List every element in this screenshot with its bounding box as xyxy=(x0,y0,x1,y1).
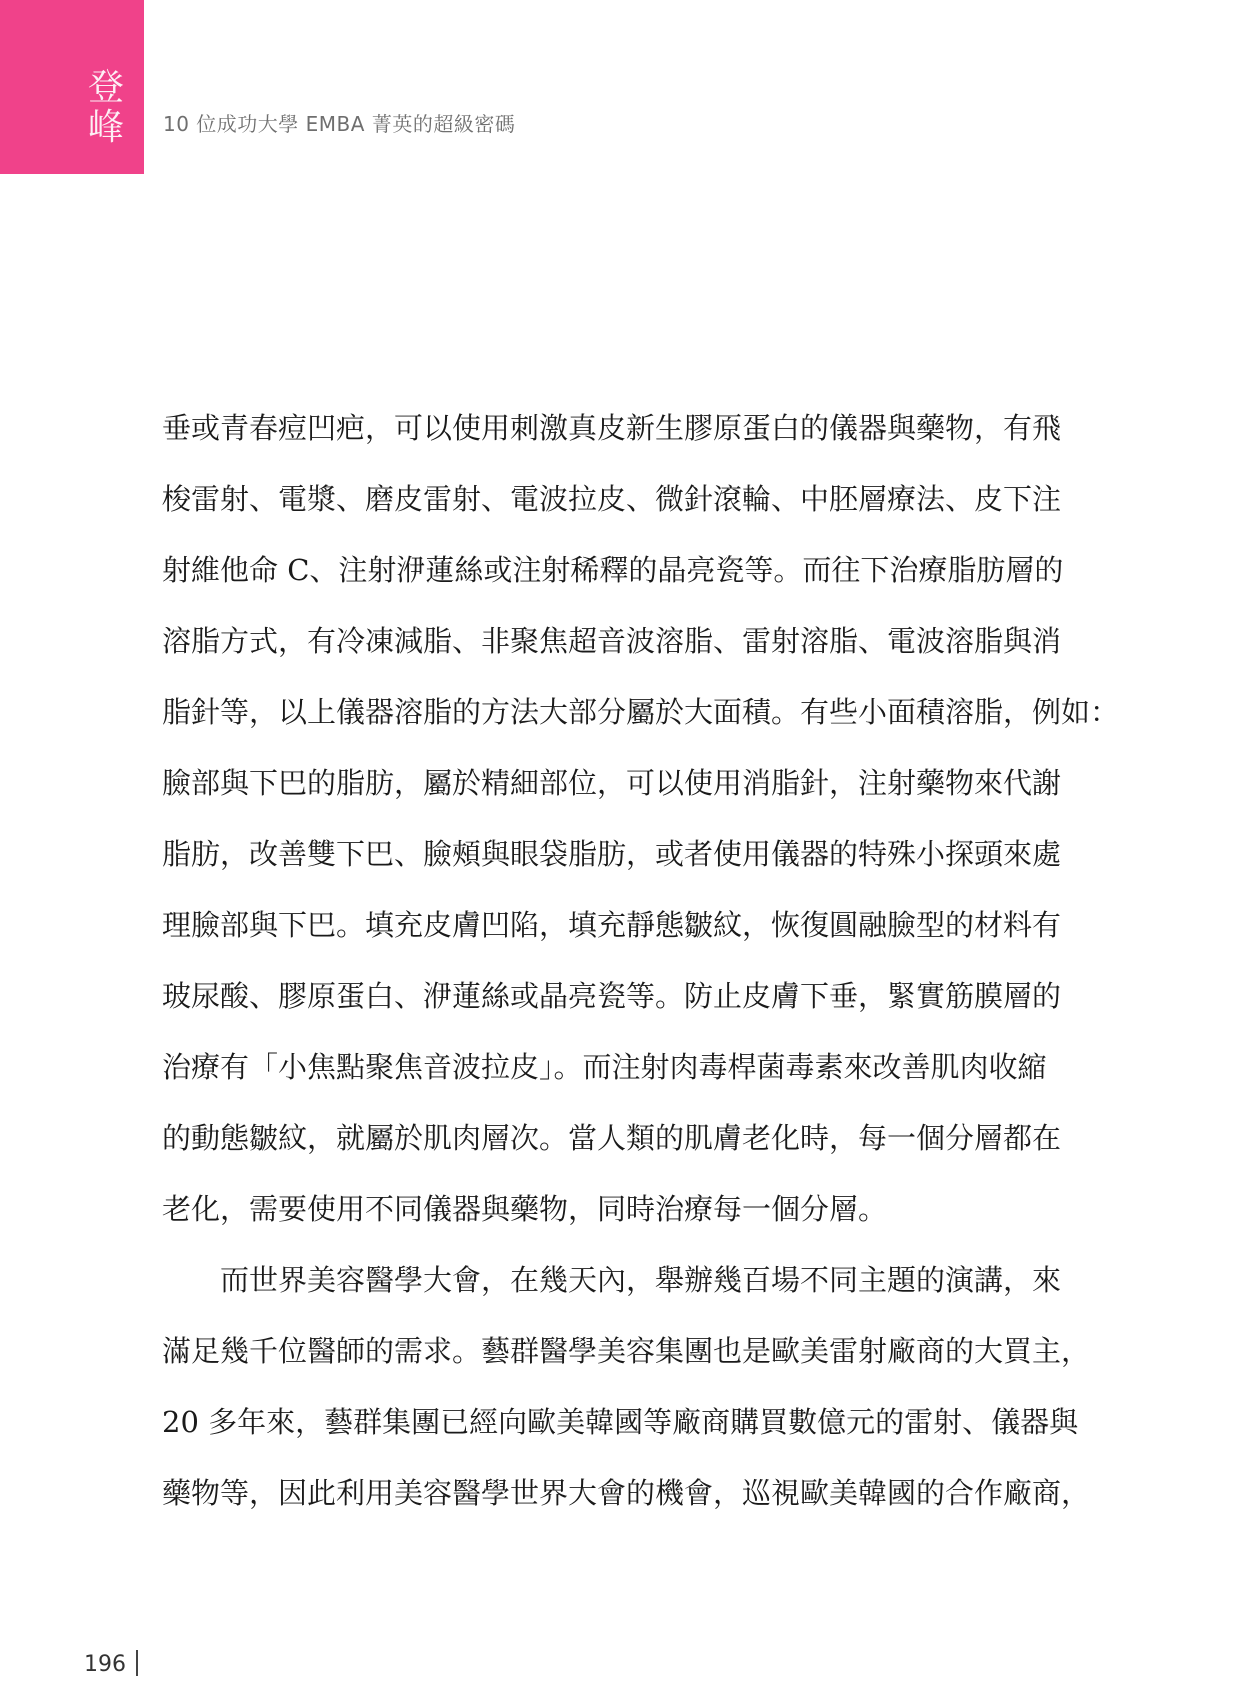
text-line: 藥物等，因此利用美容醫學世界大會的機會，巡視歐美韓國的合作廠商， xyxy=(162,1476,1091,1510)
text-line: 治療有「小焦點聚焦音波拉皮」。而注射肉毒桿菌毒素來改善肌肉收縮 xyxy=(162,1050,1047,1084)
logo-char: 登 xyxy=(87,67,124,108)
text-line: 溶脂方式，有冷凍減脂、非聚焦超音波溶脂、雷射溶脂、電波溶脂與消 xyxy=(162,624,1062,658)
text-line: 脂肪，改善雙下巴、臉頰與眼袋脂肪，或者使用儀器的特殊小探頭來處 xyxy=(162,837,1062,871)
text-line: 理臉部與下巴。填充皮膚凹陷，填充靜態皺紋，恢復圓融臉型的材料有 xyxy=(162,908,1062,942)
page-number-divider xyxy=(136,1650,138,1676)
text-line: 老化，需要使用不同儀器與藥物，同時治療每一個分層。 xyxy=(162,1192,888,1226)
text-line: 滿足幾千位醫師的需求。藝群醫學美容集團也是歐美雷射廠商的大買主， xyxy=(162,1334,1091,1368)
page-number: 196 xyxy=(84,1652,126,1677)
running-header-title: 10 位成功大學 EMBA 菁英的超級密碼 xyxy=(163,112,516,136)
text-line: 垂或青春痘凹疤，可以使用刺激真皮新生膠原蛋白的儀器與藥物，有飛 xyxy=(162,411,1062,445)
text-line: 而世界美容醫學大會，在幾天內，舉辦幾百場不同主題的演講，來 xyxy=(162,1263,1062,1297)
text-line: 20 多年來，藝群集團已經向歐美韓國等廠商購買數億元的雷射、儀器與 xyxy=(162,1405,1079,1439)
text-line: 臉部與下巴的脂肪，屬於精細部位，可以使用消脂針，注射藥物來代謝 xyxy=(162,766,1062,800)
text-line: 射維他命 C、注射洢蓮絲或注射稀釋的晶亮瓷等。而往下治療脂肪層的 xyxy=(162,553,1064,587)
body-text xyxy=(162,393,1162,1529)
text-line: 梭雷射、電漿、磨皮雷射、電波拉皮、微針滾輪、中胚層療法、皮下注 xyxy=(162,482,1062,516)
text-line: 玻尿酸、膠原蛋白、洢蓮絲或晶亮瓷等。防止皮膚下垂，緊實筋膜層的 xyxy=(162,979,1062,1013)
text-line: 脂針等，以上儀器溶脂的方法大部分屬於大面積。有些小面積溶脂，例如： xyxy=(162,695,1120,729)
book-logo xyxy=(84,68,128,148)
text-line: 的動態皺紋，就屬於肌肉層次。當人類的肌膚老化時，每一個分層都在 xyxy=(162,1121,1062,1155)
logo-char: 峰 xyxy=(87,107,124,148)
